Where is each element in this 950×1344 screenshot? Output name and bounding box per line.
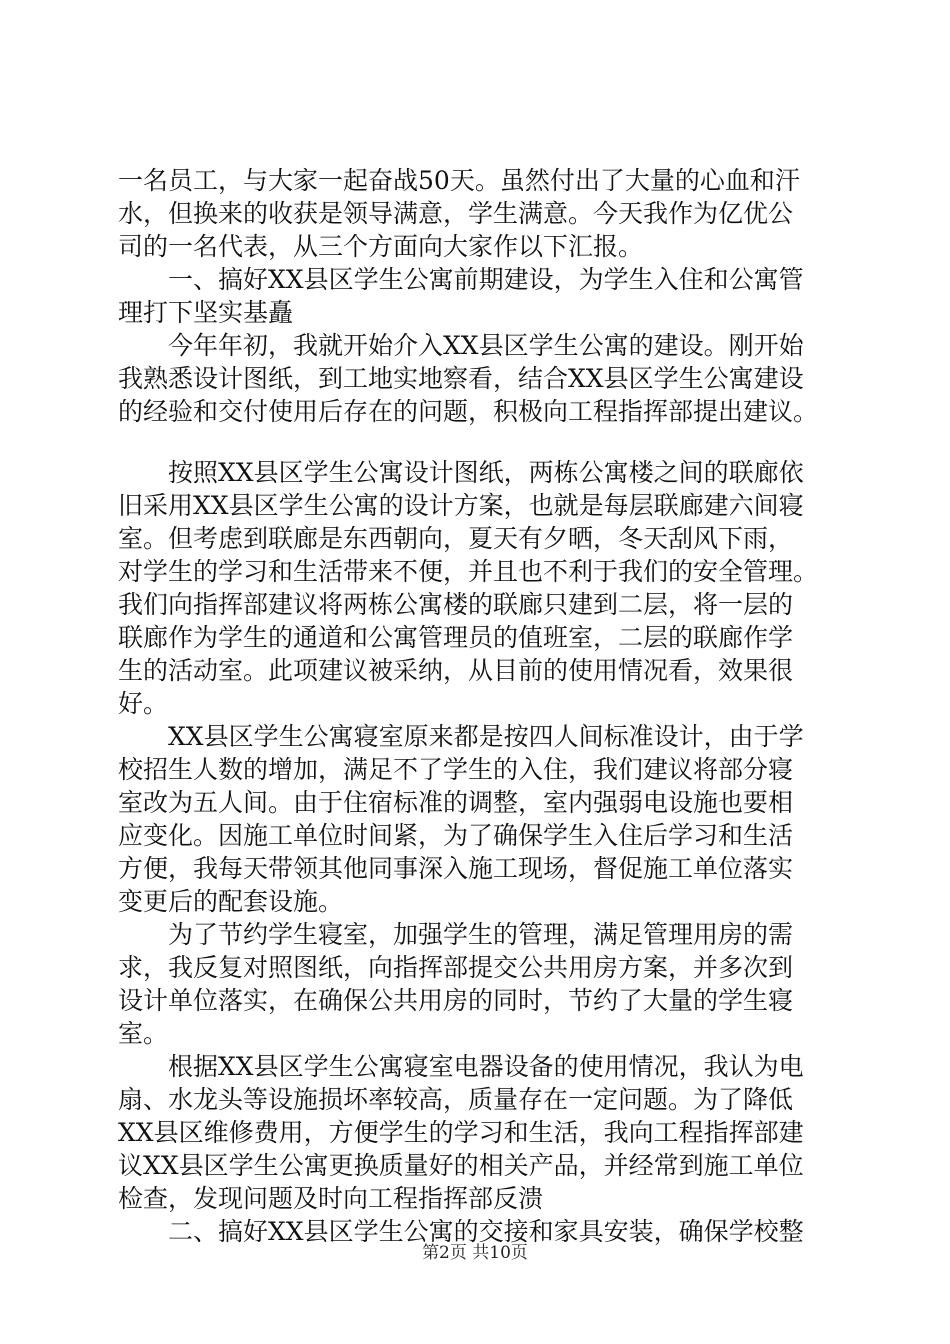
text-line: 二、搞好XX县区学生公寓的交接和家具安装，确保学校整 [118, 1217, 804, 1246]
text-line: 我熟悉设计图纸，到工地实地察看，结合XX县区学生公寓建设 [118, 364, 804, 393]
text-line: 的经验和交付使用后存在的问题，积极向工程指挥部提出建议。 [118, 397, 819, 426]
text-line: 检查，发现问题及时向工程指挥部反溃 [118, 1184, 544, 1213]
text-line: 室改为五人间。由于住宿标准的调整，室内强弱电设施也要相 [118, 788, 794, 817]
text-line: 扇、水龙头等设施损坏率较高，质量存在一定问题。为了降低 [118, 1085, 794, 1114]
text-line: 变更后的配套设施。 [118, 887, 344, 916]
text-line: 方便，我每天带领其他同事深入施工现场，督促施工单位落实 [118, 854, 794, 883]
text-line: 一名员工，与大家一起奋战50天。虽然付出了大量的心血和汗 [118, 166, 800, 195]
text-line: XX县区学生公寓寝室原来都是按四人间标准设计，由于学 [118, 722, 804, 751]
text-line: 生的活动室。此项建议被采纳，从目前的使用情况看，效果很 [118, 656, 794, 685]
text-line: 对学生的学习和生活带来不便，并且也不利于我们的安全管理。 [118, 557, 819, 586]
text-line: 旧采用XX县区学生公寓的设计方案，也就是每层联廊建六间寝 [118, 491, 804, 520]
text-line: 今年年初，我就开始介入XX县区学生公寓的建设。刚开始 [118, 331, 804, 360]
text-line: 设计单位落实，在确保公共用房的同时，节约了大量的学生寝 [118, 986, 794, 1015]
text-line: 为了节约学生寝室，加强学生的管理，满足管理用房的需 [118, 920, 794, 949]
text-line: 按照XX县区学生公寓设计图纸，两栋公寓楼之间的联廊依 [118, 458, 804, 487]
text-line: XX县区维修费用，方便学生的学习和生活，我向工程指挥部建 [118, 1118, 804, 1147]
text-line: 求，我反复对照图纸，向指挥部提交公共用房方案，并多次到 [118, 953, 794, 982]
text-line: 水，但换来的收获是领导满意，学生满意。今天我作为亿优公 [118, 199, 794, 228]
text-line: 联廊作为学生的通道和公寓管理员的值班室，二层的联廊作学 [118, 623, 794, 652]
text-line: 应变化。因施工单位时间紧，为了确保学生入住后学习和生活 [118, 821, 794, 850]
text-line: 根据XX县区学生公寓寝室电器设备的使用情况，我认为电 [118, 1052, 804, 1081]
text-line: 我们向指挥部建议将两栋公寓楼的联廊只建到二层，将一层的 [118, 590, 794, 619]
text-line: 议XX县区学生公寓更换质量好的相关产品，并经常到施工单位 [118, 1151, 804, 1180]
text-line: 校招生人数的增加，满足不了学生的入住，我们建议将部分寝 [118, 755, 794, 784]
page-number-footer: 第2页 共10页 [422, 1243, 528, 1263]
text-line: 好。 [118, 689, 169, 718]
text-line: 理打下坚实基矗 [118, 298, 294, 327]
text-line: 室。但考虑到联廊是东西朝向，夏天有夕晒，冬天刮风下雨， [118, 524, 794, 553]
text-line: 室。 [118, 1019, 169, 1048]
text-line: 司的一名代表，从三个方面向大家作以下汇报。 [118, 232, 644, 261]
text-line: 一、搞好XX县区学生公寓前期建设，为学生入住和公寓管 [118, 265, 804, 294]
